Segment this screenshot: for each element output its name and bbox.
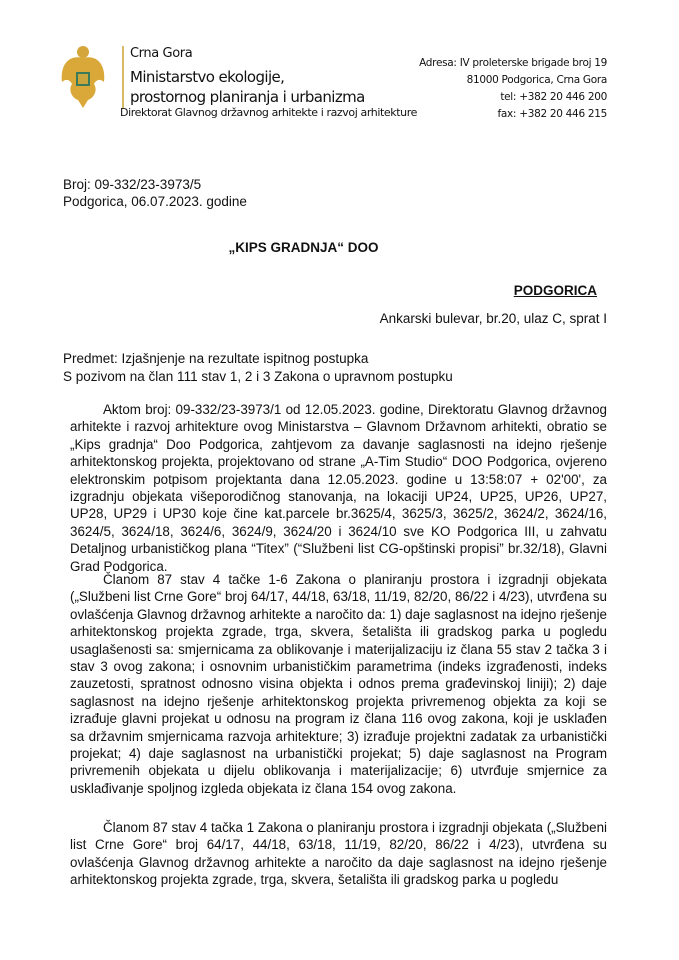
recipient-city: PODGORICA (513, 283, 597, 298)
document-place-date: Podgorica, 06.07.2023. godine (63, 194, 247, 209)
subject-line-2: S pozivom na član 111 stav 1, 2 i 3 Zakona o upravnom postupku (63, 369, 453, 384)
ministry-line-2: prostornog planiranja i urbanizma (130, 88, 365, 106)
subject-line-1: Predmet: Izjašnjenje na rezultate ispitnog postupka (63, 351, 369, 366)
ministry-line-1: Ministarstvo ekologije, (130, 68, 285, 86)
letterhead-divider (122, 46, 124, 108)
address-city: 81000 Podgorica, Crna Gora (466, 74, 607, 86)
recipient-name-block (0, 240, 679, 255)
address-fax: fax: +382 20 446 215 (497, 108, 607, 120)
address-street: Adresa: IV proleterske brigade broj 19 (419, 57, 607, 69)
document-meta (63, 176, 247, 210)
body-paragraph: Članom 87 stav 4 tačka 1 Zakona o planiranju prostora i izgradnji objekata („Službeni list Crne Gore“ broj 64/17, 44/18, 63/18, 11/19, 82/20, 86/22 i 4/23), utvrđena su ovlašćenja Glavnog državnog arhitekte a naročito da daje saglasnost na idejno rješenje arhitektonskog projekta zgrade, trga, skvera, šetališta ili gradskog parka u pogledu (70, 820, 607, 888)
letterhead-country: Crna Gora (130, 46, 193, 61)
body-paragraph: Aktom broj: 09-332/23-3973/1 od 12.05.2023. godine, Direktoratu Glavnog državnog arhitekte i razvoj arhitekture ovog Ministarstva – Glavnom Državnom arhitekti, obratio se „Kips gradnja“ Doo Podgorica, zahtjevom za davanje saglasnosti na idejno rješenje arhitektonskog projekta, projektovano od strane „A-Tim Studio“ DOO Podgorica, ovjereno elektronskim potpisom projektanta dana 12.05.2023. godine u 13:58:07 + 02'00', za izgradnju objekata višeporodičnog stanovanja, na lokaciji UP24, UP25, UP26, UP27, UP28, UP29 i UP30 koje čine kat.parcele br.3625/4, 3625/3, 3625/2, 3624/2, 3624/16, 3624/5, 3624/18, 3624/6, 3624/9, 3624/20 i 3624/10 sve KO Podgorica III, u zahvatu Detaljnog urbanističkog plana “Titex” (“Službeni list CG-opštinski propisi” br.32/18), Glavni Grad Podgorica. (70, 402, 607, 574)
body-paragraph: Članom 87 stav 4 tačke 1-6 Zakona o planiranju prostora i izgradnji objekata („Službeni list Crne Gore“ broj 64/17, 44/18, 63/18, 11/19, 82/20, 86/22 i 4/23), utvrđena su ovlašćenja Glavnog državnog arhitekte a naročito da: 1) daje saglasnost na idejno rješenje arhitektonskog projekta zgrade, trga, skvera, šetališta ili gradskog parka u pogledu usaglašenosti sa: smjernicama za oblikovanje i materijalizaciju iz člana 55 stav 2 tačka 3 i stav 3 ovog zakona; i osnovnim urbanističkim parametrima (indeks izgrađenosti, indeks zauzetosti, spratnost odnosno visina objekta i odnos prema građevinskoj liniji); 2) daje saglasnost na idejno rješenje arhitektonskog projekta privremenog objekta za koji se izrađuje glavni projekat u odnosu na program iz člana 116 ovog zakona, koji je usklađen sa državnim smjernicama razvoja arhitekture; 3) izrađuje projektni zadatak za urbanistički projekat; 4) daje saglasnost na urbanistički projekat; 5) daje saglasnost na Program privremenih objekata u dijelu oblikovanja i materijalizacije; 6) utvrđuje smjernice za usklađivanje spoljnog izgleda objekata iz člana 154 ovog zakona. (70, 572, 607, 796)
letterhead-ministry (130, 67, 365, 107)
document-number: Broj: 09-332/23-3973/5 (63, 177, 202, 192)
montenegro-coat-of-arms-emblem (58, 44, 108, 112)
address-phone: tel: +382 20 446 200 (500, 91, 607, 103)
subject (63, 350, 453, 386)
recipient-name: „KIPS GRADNJA“ DOO (228, 240, 379, 255)
letterhead-directorate: Direktorat Glavnog državnog arhitekte i razvoj arhitekture (120, 106, 417, 119)
letterhead-address (419, 55, 607, 123)
recipient-street: Ankarski bulevar, br.20, ulaz C, sprat I (379, 311, 607, 326)
